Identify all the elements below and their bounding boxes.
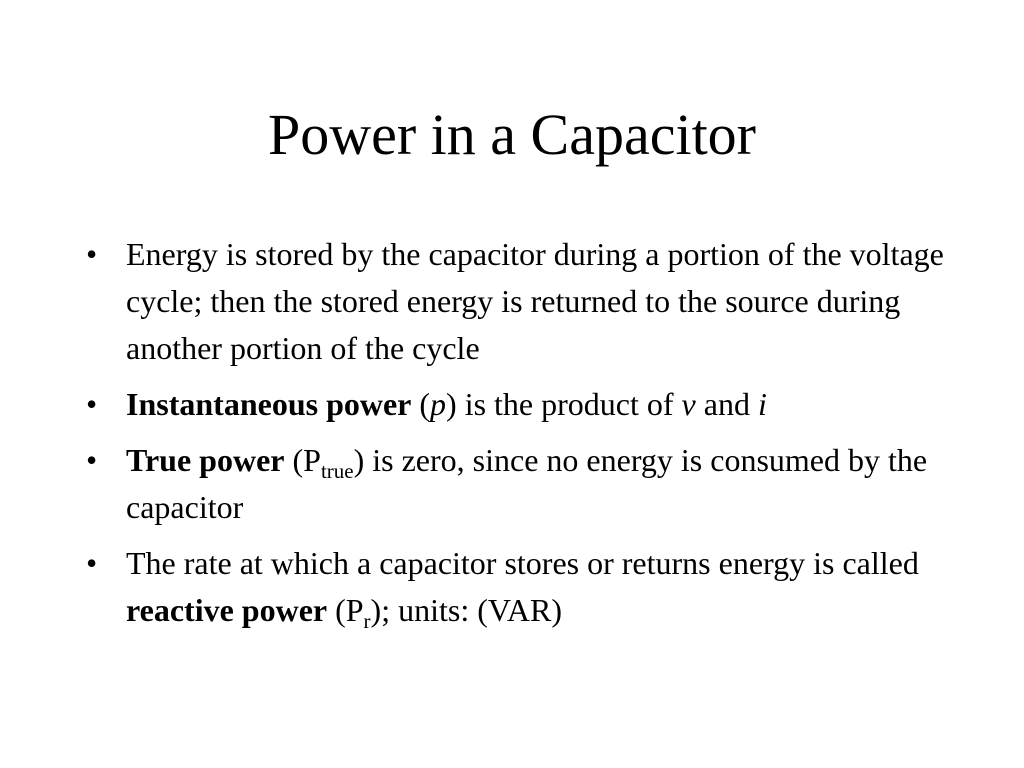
bullet-text: The rate at which a capacitor stores or returns energy is called: [126, 545, 919, 581]
bullet-text-units: ); units: (VAR): [370, 592, 562, 628]
slide-title: Power in a Capacitor: [267, 102, 756, 167]
variable-i: i: [757, 386, 767, 422]
and-word: and: [695, 386, 758, 422]
bullet-item-reactive-power: [80, 540, 950, 634]
paren-open-p: (P: [327, 592, 364, 628]
symbol-p: p: [430, 386, 447, 422]
bullet-icon: •: [86, 386, 98, 422]
term-reactive-power: reactive power: [126, 592, 328, 628]
subscript-true: true: [320, 459, 354, 483]
term-instantaneous-power: Instantaneous power: [126, 386, 412, 422]
bullet-text: Energy is stored by the capacitor during a portion of the voltage cycle; then the stored energy is returned to the source during another portion of the cycle: [126, 236, 944, 366]
bullet-list: [80, 231, 950, 643]
bullet-text: ) is the product of: [446, 386, 682, 422]
bullet-icon: •: [86, 236, 98, 272]
bullet-icon: •: [86, 545, 98, 581]
bullet-icon: •: [86, 442, 98, 478]
bullet-item-energy-stored: [80, 231, 950, 372]
paren-open: (: [411, 386, 431, 422]
subscript-r: r: [363, 609, 371, 633]
variable-v: v: [681, 386, 696, 422]
bullet-item-true-power: [80, 437, 950, 531]
paren-open-p: (P: [284, 442, 321, 478]
bullet-text: ) is zero, since no energy is consumed by the capacitor: [126, 442, 928, 525]
bullet-item-instantaneous-power: [80, 381, 950, 428]
term-true-power: True power: [126, 442, 285, 478]
